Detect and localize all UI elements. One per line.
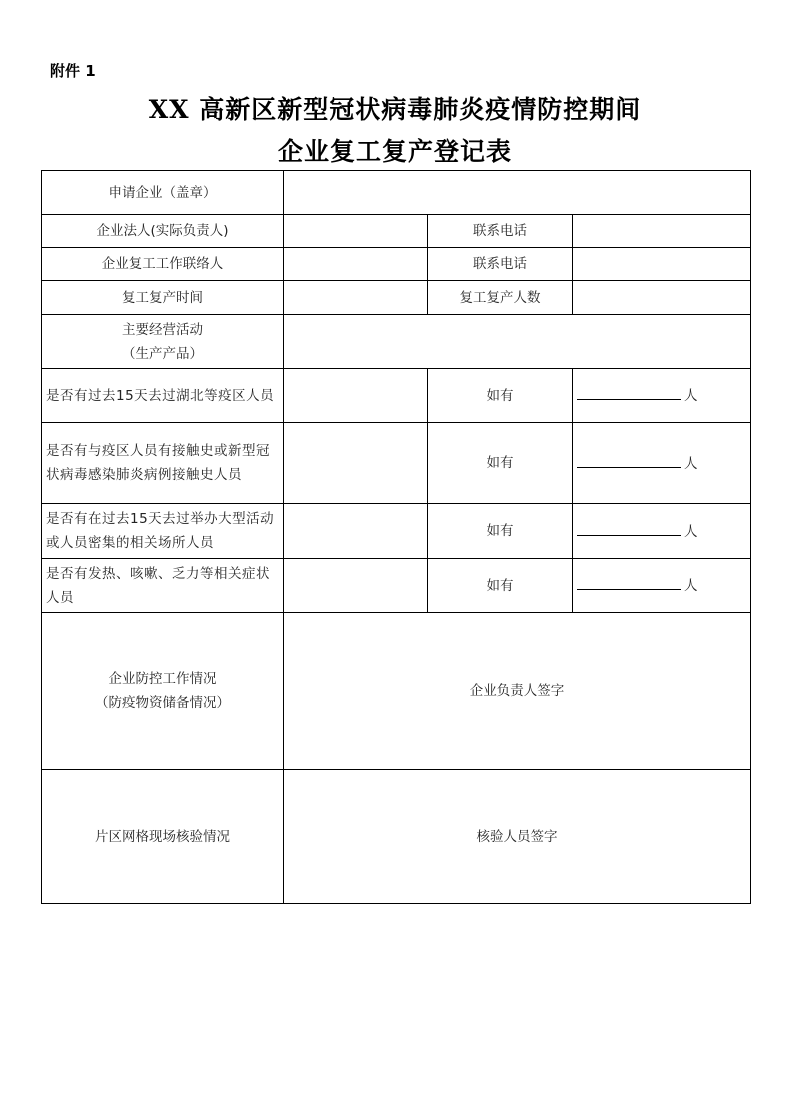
phone2-label: 联系电话: [428, 248, 573, 281]
q-hubei-if-yes: 如有: [428, 369, 573, 423]
applicant-label: 申请企业（盖章）: [42, 171, 284, 215]
legal-person-field[interactable]: [284, 215, 428, 248]
resume-count-field[interactable]: [573, 281, 751, 315]
row-contact-person: [42, 248, 751, 281]
q-symptoms-unit: 人: [684, 578, 698, 594]
row-q-hubei: [42, 369, 751, 423]
q-contact-count[interactable]: [573, 423, 751, 504]
applicant-field[interactable]: [284, 171, 751, 215]
page-title-line1: XX 高新区新型冠状病毒肺炎疫情防控期间: [148, 95, 642, 124]
prevention-line1: 企业防控工作情况: [108, 671, 217, 687]
verifier-sign-label: 核验人员签字: [476, 828, 558, 845]
main-business-field[interactable]: [284, 315, 751, 369]
q-contact-if-yes: 如有: [428, 423, 573, 504]
q-hubei-unit: 人: [684, 388, 698, 404]
q-hubei-label: 是否有过去15天去过湖北等疫区人员: [42, 369, 284, 423]
contact-person-field[interactable]: [284, 248, 428, 281]
phone1-label: 联系电话: [428, 215, 573, 248]
row-grid-check: [42, 770, 751, 904]
resume-count-label: 复工复产人数: [428, 281, 573, 315]
main-business-line1: 主要经营活动: [122, 321, 203, 338]
attachment-label: 附件 1: [50, 62, 96, 80]
q-symptoms-label: 是否有发热、咳嗽、乏力等相关症状人员: [42, 559, 284, 613]
resume-time-field[interactable]: [284, 281, 428, 315]
q-gathering-if-yes: 如有: [428, 504, 573, 559]
contact-person-label: 企业复工工作联络人: [42, 248, 284, 281]
q-gathering-count-blank[interactable]: [577, 519, 681, 536]
row-q-contact: [42, 423, 751, 504]
q-symptoms-if-yes: 如有: [428, 559, 573, 613]
grid-check-field[interactable]: [284, 770, 751, 904]
q-symptoms-count-blank[interactable]: [577, 573, 681, 590]
legal-person-label: 企业法人(实际负责人): [42, 215, 284, 248]
q-gathering-label: 是否有在过去15天去过举办大型活动或人员密集的相关场所人员: [42, 504, 284, 559]
leader-sign-label: 企业负责人签字: [469, 683, 565, 699]
prevention-label: [42, 613, 284, 770]
row-legal-person: [42, 215, 751, 248]
resume-time-label: 复工复产时间: [42, 281, 284, 315]
row-q-gathering: [42, 504, 751, 559]
row-resume: [42, 281, 751, 315]
prevention-field[interactable]: [284, 613, 751, 770]
q-gathering-count[interactable]: [573, 504, 751, 559]
q-hubei-count-blank[interactable]: [577, 383, 681, 400]
row-applicant: [42, 171, 751, 215]
prevention-line2: （防疫物资储备情况）: [95, 695, 230, 711]
q-contact-label: 是否有与疫区人员有接触史或新型冠状病毒感染肺炎病例接触史人员: [42, 423, 284, 504]
phone1-field[interactable]: [573, 215, 751, 248]
page-title-line2: 企业复工复产登记表: [277, 137, 512, 166]
q-contact-unit: 人: [684, 455, 698, 472]
row-prevention: [42, 613, 751, 770]
q-contact-count-blank[interactable]: [577, 451, 681, 468]
q-symptoms-count[interactable]: [573, 559, 751, 613]
grid-check-label: 片区网格现场核验情况: [42, 770, 284, 904]
row-main-business: [42, 315, 751, 369]
q-hubei-count[interactable]: [573, 369, 751, 423]
q-gathering-unit: 人: [684, 523, 698, 540]
phone2-field[interactable]: [573, 248, 751, 281]
registration-form-table: [41, 170, 751, 904]
main-business-line2: （生产产品）: [122, 345, 203, 362]
main-business-label: [42, 315, 284, 369]
row-q-symptoms: [42, 559, 751, 613]
